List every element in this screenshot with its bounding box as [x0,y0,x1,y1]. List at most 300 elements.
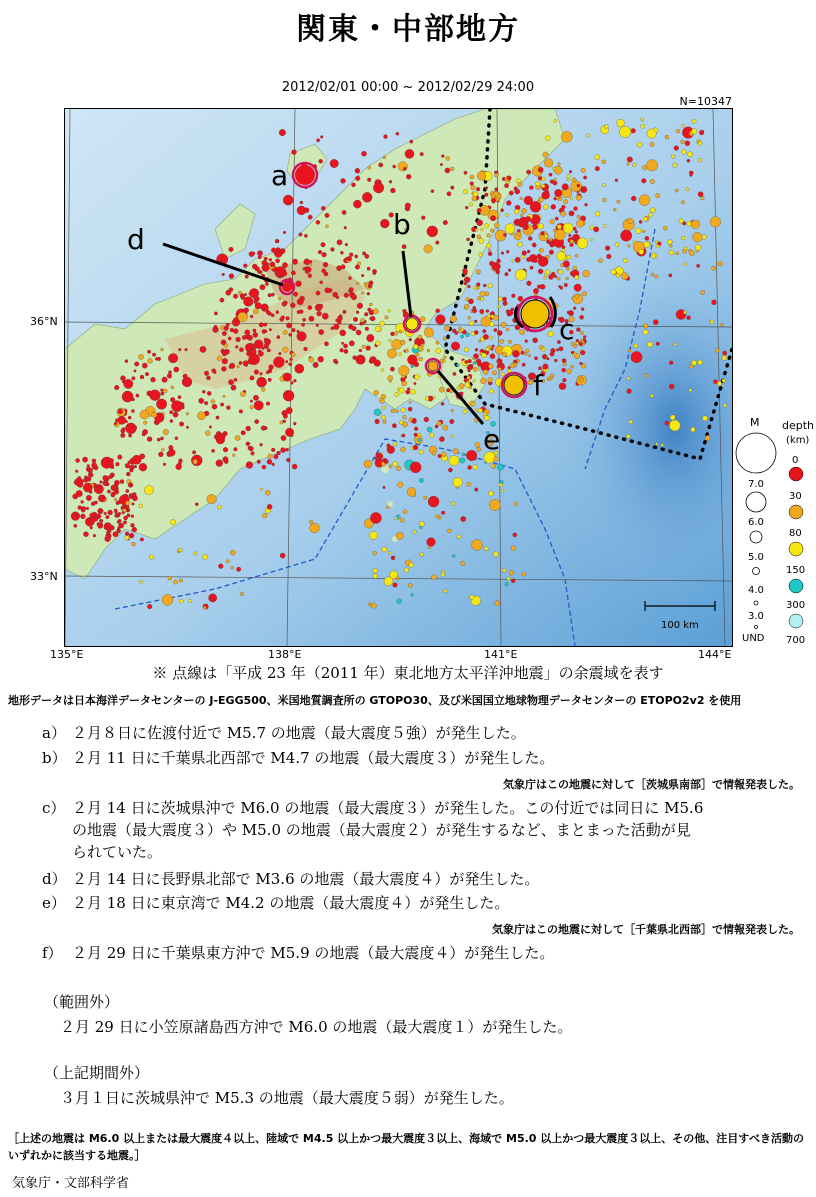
earthquake-dot [343,344,347,348]
earthquake-dot [515,189,520,194]
earthquake-dot [325,288,330,293]
earthquake-dot [439,437,444,442]
earthquake-dot [286,323,291,328]
earthquake-dot [467,285,470,288]
earthquake-dot [368,284,372,288]
earthquake-dot [698,360,703,365]
earthquake-dot [333,359,337,363]
earthquake-dot [262,329,266,333]
earthquake-dot [396,466,401,471]
earthquake-dot [549,173,552,176]
earthquake-dot [291,353,295,357]
earthquake-dot [550,374,554,378]
event-label-a: a [271,159,289,192]
earthquake-dot [389,465,392,468]
earthquake-dot [218,564,223,569]
earthquake-dot [160,437,163,440]
earthquake-dot [497,330,502,335]
earthquake-dot [243,361,248,366]
earthquake-dot [441,155,444,158]
earthquake-dot [249,446,254,451]
earthquake-dot [319,304,323,308]
earthquake-dot [263,323,267,327]
earthquake-dot [463,268,468,273]
event-c-text3: られていた。 [72,843,163,861]
earthquake-dot [447,529,451,533]
earthquake-dot [322,313,328,319]
earthquake-dot [471,185,476,190]
earthquake-dot [441,511,445,515]
earthquake-dot [367,334,375,342]
earthquake-dot [73,494,78,499]
earthquake-dot [470,175,474,179]
earthquake-dot [590,238,593,241]
earthquake-dot [264,426,267,429]
earthquake-dot [687,152,692,157]
earthquake-dot [271,448,275,452]
earthquake-dot [179,422,184,427]
earthquake-dot [522,572,526,576]
period-label: 2012/02/01 00:00 ~ 2012/02/29 24:00 [281,80,535,95]
earthquake-dot [203,606,206,609]
earthquake-dot [451,186,455,190]
earthquake-dot [465,206,468,209]
earthquake-dot [260,285,265,290]
earthquake-dot [308,274,312,278]
earthquake-dot [473,361,476,364]
earthquake-dot [626,434,630,438]
earthquake-dot [505,582,509,586]
earthquake-dot [576,339,579,342]
earthquake-dot [699,130,704,135]
earthquake-dot [437,421,442,426]
earthquake-dot [349,253,353,257]
legend-depth-80: 80 [789,528,802,539]
earthquake-dot [407,487,416,496]
earthquake-dot [691,220,700,229]
earthquake-dot [370,531,378,539]
earthquake-dot [243,297,253,307]
earthquake-dot [450,316,457,323]
earthquake-dot [132,455,141,464]
earthquake-dot [86,507,89,510]
earthquake-dot [485,193,489,197]
earthquake-dot [250,400,253,403]
earthquake-dot [506,250,509,253]
event-a-text: ２月８日に佐渡付近で M5.7 の地震（最大震度５強）が発生した。 [72,724,526,742]
earthquake-dot [631,196,636,201]
earthquake-dot [498,305,501,308]
earthquake-dot [356,330,361,335]
earthquake-dot [526,170,530,174]
earthquake-dot [571,181,582,192]
earthquake-dot [402,245,406,249]
earthquake-dot [268,378,272,382]
earthquake-dot [655,255,658,258]
earthquake-dot [364,312,368,316]
earthquake-dot [463,409,467,413]
earthquake-dot [132,492,136,496]
earthquake-dot [639,195,650,206]
event-label-d: d [127,223,145,256]
earthquake-dot [274,454,279,459]
earthquake-dot [299,233,303,237]
earthquake-dot [489,322,494,327]
earthquake-dot [446,156,450,160]
earthquake-dot [539,345,543,349]
legend-depth-700: 700 [786,635,806,646]
earthquake-dot [472,539,483,550]
earthquake-dot [647,129,656,138]
earthquake-dot [489,499,500,510]
earthquake-dot [254,401,264,411]
earthquake-dot [229,288,233,292]
earthquake-dot [512,350,519,357]
earthquake-dot [722,356,727,361]
earthquake-dot [673,163,677,167]
earthquake-dot [692,119,696,123]
earthquake-dot [504,184,508,188]
earthquake-dot [723,351,727,355]
lon-label-138: 138°E [268,648,302,661]
earthquake-dot [639,249,644,254]
earthquake-dot [217,356,222,361]
earthquake-dot [111,485,117,491]
earthquake-dot [399,330,402,333]
earthquake-dot [131,515,134,518]
lat-label-33: 33°N [30,570,58,583]
event-b-marker [406,318,418,330]
earthquake-dot [548,331,554,337]
earthquake-dot [147,350,151,354]
earthquake-dot [551,243,554,246]
earthquake-dot [253,395,258,400]
earthquake-dot [342,210,346,214]
earthquake-dot [689,389,692,392]
earthquake-dot [628,218,634,224]
earthquake-dot [86,477,91,482]
earthquake-dot [120,376,125,381]
earthquake-dot [128,416,131,419]
earthquake-dot [382,406,385,409]
earthquake-dot [627,389,632,394]
earthquake-dot [250,376,254,380]
earthquake-dot [223,457,229,463]
earthquake-dot [374,360,381,367]
earthquake-dot [503,233,506,236]
earthquake-dot [552,167,555,170]
earthquake-dot [469,203,473,207]
earthquake-dot [557,277,560,280]
earthquake-dot [639,220,642,223]
earthquake-dot [353,356,357,360]
earthquake-dot [163,389,167,393]
earthquake-dot [92,459,96,463]
earthquake-dot [488,491,493,496]
earthquake-dot [418,339,423,344]
earthquake-dot [355,265,360,270]
earthquake-dot [368,603,371,606]
lat-label-36: 36°N [30,315,58,328]
earthquake-dot [528,237,532,241]
earthquake-dot [246,351,251,356]
earthquake-dot [240,592,244,596]
earthquake-dot [421,216,425,220]
earthquake-dot [573,227,576,230]
earthquake-dot [202,554,207,559]
earthquake-dot [229,363,235,369]
earthquake-dot [204,401,208,405]
earthquake-dot [361,274,364,277]
earthquake-dot [403,415,407,419]
earthquake-dot [512,260,515,263]
earthquake-dot [381,369,384,372]
earthquake-dot [671,155,675,159]
earthquake-dot [555,189,563,197]
earthquake-dot [152,353,156,357]
earthquake-dot [265,490,270,495]
earthquake-dot [508,340,512,344]
earthquake-dot [182,377,192,387]
earthquake-dot [418,438,421,441]
earthquake-dot [718,261,723,266]
earthquake-dot [527,250,530,253]
earthquake-dot [520,197,523,200]
earthquake-dot [255,302,262,309]
earthquake-dot [76,513,80,517]
event-c-marker [521,300,549,328]
earthquake-dot [528,354,531,357]
earthquake-dot [427,538,436,547]
earthquake-dot [693,232,703,242]
earthquake-dot [145,372,149,376]
earthquake-dot [382,415,386,419]
earthquake-dot [511,308,514,311]
earthquake-dot [392,424,396,428]
earthquake-dot [353,317,358,322]
earthquake-dot [674,146,679,151]
earthquake-dot [427,349,430,352]
earthquake-dot [302,318,305,321]
earthquake-dot [275,259,279,263]
earthquake-dot [611,269,616,274]
earthquake-dot [94,466,98,470]
earthquake-dot [136,394,139,397]
earthquake-dot [445,168,450,173]
earthquake-dot [574,353,580,359]
earthquake-dot [675,189,678,192]
legend-m7-circle [736,433,776,473]
earthquake-dot [410,389,415,394]
earthquake-dot [344,293,349,298]
earthquake-dot [163,429,169,435]
earthquake-dot [441,402,444,405]
earthquake-dot [207,494,217,504]
earthquake-dot [315,362,318,365]
earthquake-dot [125,501,130,506]
earthquake-dot [250,315,253,318]
earthquake-dot [545,270,550,275]
earthquake-dot [451,409,454,412]
earthquake-dot [293,292,298,297]
earthquake-dot [261,388,265,392]
earthquake-dot [360,357,365,362]
earthquake-dot [470,182,474,186]
earthquake-dot [320,281,323,284]
earthquake-dot [316,220,320,224]
earthquake-dot [75,470,78,473]
earthquake-dot [651,273,654,276]
earthquake-dot [245,330,250,335]
earthquake-dot [474,330,478,334]
earthquake-dot [574,284,582,292]
earthquake-dot [124,379,133,388]
earthquake-dot [171,386,174,389]
earthquake-dot [577,215,580,218]
earthquake-dot [410,462,421,473]
earthquake-dot [223,447,228,452]
earthquake-dot [271,248,276,253]
earthquake-dot [544,158,553,167]
earthquake-dot [424,417,429,422]
earthquake-dot [554,178,557,181]
earthquake-dot [265,283,268,286]
earthquake-dot [76,458,80,462]
earthquake-dot [128,483,133,488]
page-title: 関東・中部地方 [296,12,520,47]
earthquake-dot [114,498,117,501]
earthquake-dot [479,238,484,243]
earthquake-dot [373,183,384,194]
seismicity-map [64,108,733,647]
earthquake-dot [502,352,507,357]
event-label-b: b [393,208,411,241]
earthquake-dot [661,444,664,447]
earthquake-dot [498,297,502,301]
earthquake-dot [179,599,183,603]
earthquake-dot [411,593,414,596]
earthquake-dot [406,174,411,179]
earthquake-dot [304,234,307,237]
legend [734,415,816,655]
earthquake-dot [541,232,545,236]
earthquake-dot [501,372,505,376]
earthquake-dot [500,339,504,343]
earthquake-dot [658,242,662,246]
earthquake-dot [444,326,449,331]
earthquake-dot [139,463,147,471]
earthquake-dot [491,198,496,203]
earthquake-dot [277,335,280,338]
earthquake-dot [577,184,580,187]
earthquake-dot [509,570,514,575]
earthquake-dot [583,176,586,179]
earthquake-dot [581,339,584,342]
earthquake-dot [222,352,227,357]
earthquake-dot [650,142,654,146]
earthquake-dot [368,308,372,312]
earthquake-dot [676,129,680,133]
earthquake-dot [443,220,448,225]
earthquake-dot [262,465,266,469]
earthquake-dot [264,344,269,349]
earthquake-dot [691,360,696,365]
earthquake-dot [712,300,717,305]
earthquake-dot [645,374,649,378]
earthquake-dot [490,229,494,233]
earthquake-dot [93,534,96,537]
earthquake-dot [397,599,402,604]
earthquake-dot [641,124,645,128]
earthquake-dot [554,197,557,200]
earthquake-dot [132,377,136,381]
earthquake-dot [380,399,385,404]
earthquake-dot [127,514,130,517]
earthquake-dot [712,266,716,270]
earthquake-dot [117,528,120,531]
earthquake-dot [696,264,699,267]
earthquake-dot [585,203,588,206]
earthquake-dot [539,248,543,252]
earthquake-dot [273,357,284,368]
earthquake-dot [650,179,655,184]
earthquake-dot [419,478,423,482]
earthquake-dot [627,157,633,163]
earthquake-dot [558,270,563,275]
earthquake-dot [491,315,495,319]
earthquake-dot [521,351,524,354]
earthquake-dot [113,532,118,537]
earthquake-dot [369,303,372,306]
earthquake-dot [323,262,328,267]
earthquake-dot [162,594,173,605]
earthquake-dot [665,421,669,425]
earthquake-dot [384,459,389,464]
earthquake-dot [269,365,274,370]
earthquake-dot [477,220,483,226]
earthquake-dot [309,260,312,263]
earthquake-dot [474,320,477,323]
earthquake-dot [362,252,366,256]
earthquake-dot [502,569,506,573]
earthquake-dot [567,369,572,374]
earthquake-dot [246,426,251,431]
earthquake-dot [477,172,486,181]
earthquake-dot [398,482,404,488]
earthquake-dot [157,438,160,441]
earthquake-dot [278,297,281,300]
earthquake-dot [469,321,474,326]
earthquake-dot [309,316,314,321]
earthquake-dot [80,514,85,519]
earthquake-dot [309,520,313,524]
earthquake-dot [362,345,365,348]
earthquake-dot [595,166,600,171]
earthquake-dot [74,524,77,527]
earthquake-dot [525,340,528,343]
earthquake-dot [178,396,181,399]
earthquake-dot [530,266,533,269]
earthquake-dot [483,329,487,333]
earthquake-dot [403,510,407,514]
earthquake-dot [574,207,578,211]
earthquake-dot [266,371,269,374]
earthquake-dot [505,224,515,234]
earthquake-dot [299,310,303,314]
earthquake-dot [594,227,599,232]
earthquake-dot [602,183,605,186]
earthquake-dot [508,366,511,369]
